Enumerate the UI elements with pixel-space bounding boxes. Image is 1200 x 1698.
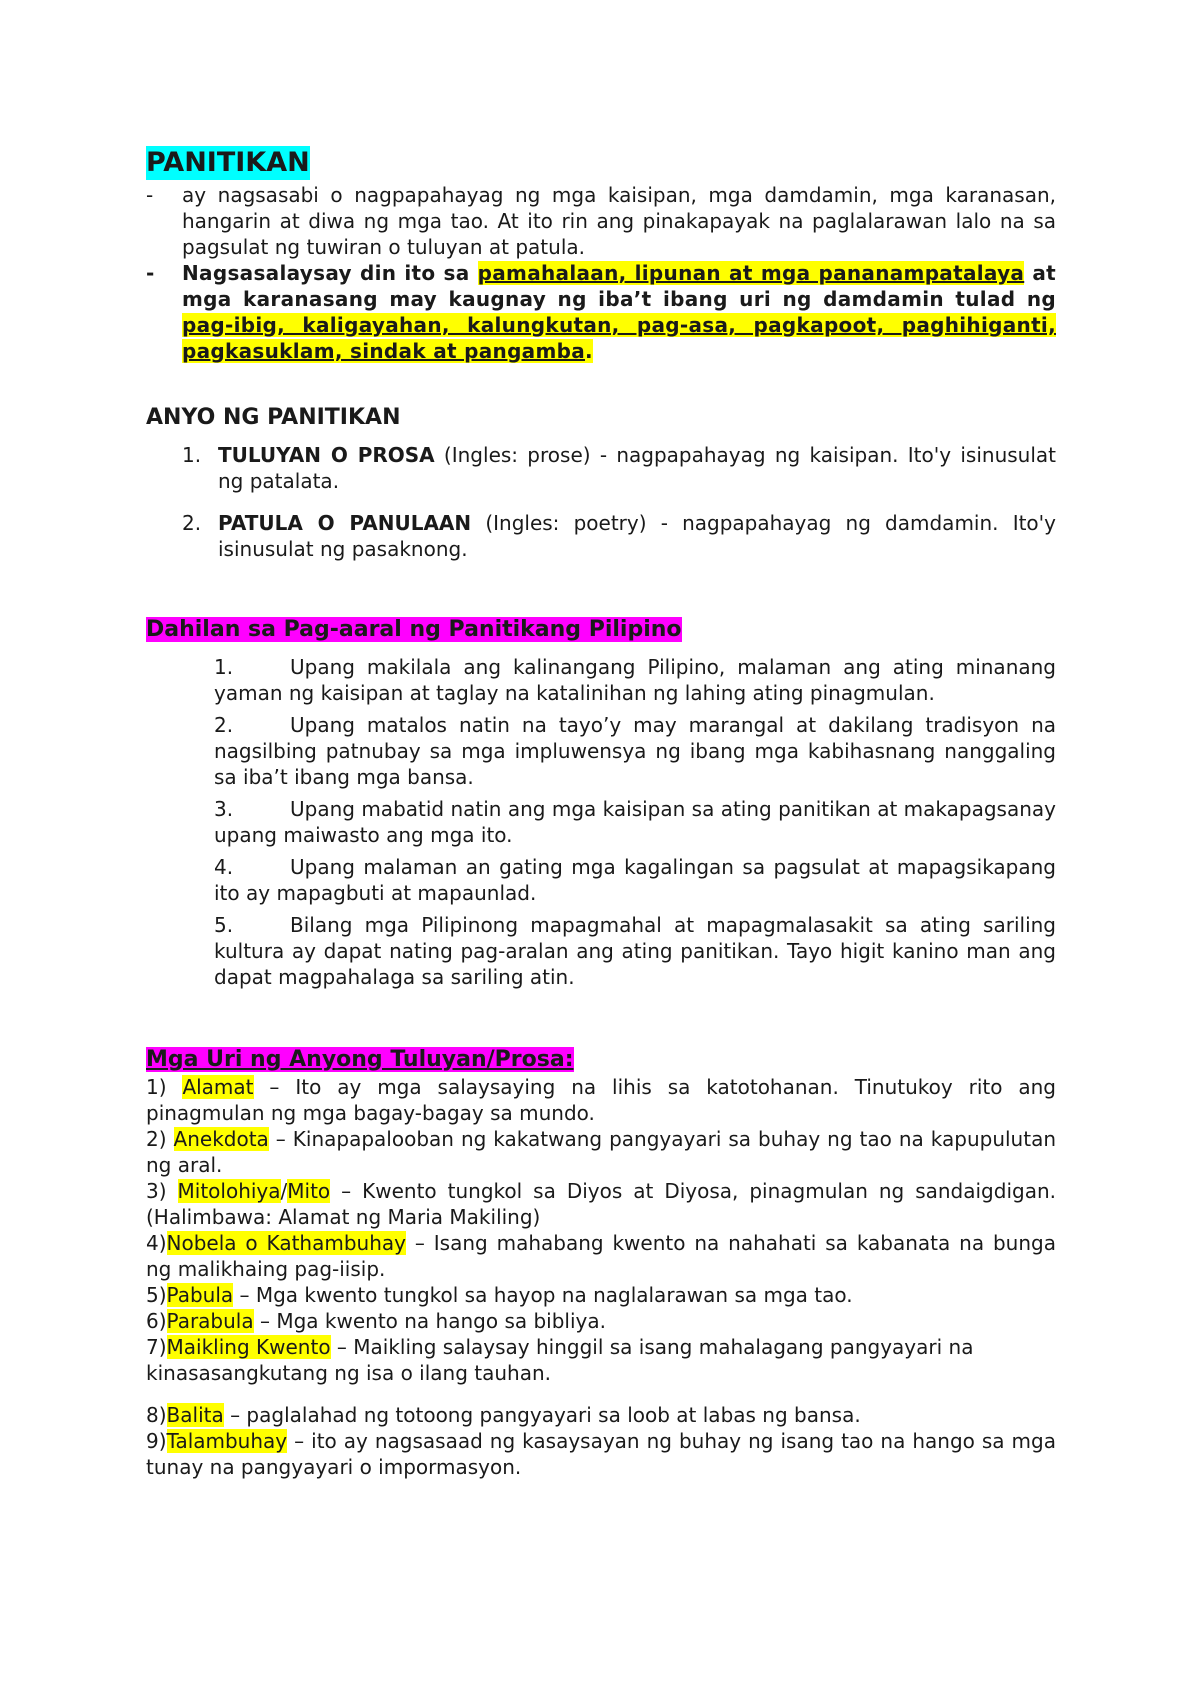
highlight-emotions: pag-ibig, kaligayahan, kalungkutan, pag-asa, pagkapoot, paghihiganti, pagkasuklam, sindak at pangamba xyxy=(182,313,1056,363)
uri-item-5 xyxy=(146,1282,1056,1308)
type-separator: / xyxy=(280,1179,288,1203)
definition-item-2 xyxy=(146,260,1056,364)
list-number: 3. xyxy=(214,797,234,821)
item-prefix: 9) xyxy=(146,1429,167,1453)
item-prefix: 2) xyxy=(146,1127,174,1151)
type-text: – Mga kwento na hango sa bibliya. xyxy=(253,1309,606,1333)
item-prefix: 7) xyxy=(146,1335,167,1359)
reason-text: Upang makilala ang kalinangang Pilipino, malaman ang ating minanang yaman ng kaisipan at taglay na katalinihan ng lahing ating pinagmulan. xyxy=(214,655,1056,705)
type-term: Maikling Kwento xyxy=(166,1335,331,1359)
type-text: – Isang mahabang kwento na nahahati sa kabanata na bunga ng malikhaing pag-iisip. xyxy=(146,1231,1056,1281)
item-prefix: 6) xyxy=(146,1309,167,1333)
item-prefix: 5) xyxy=(146,1283,167,1307)
type-term: Alamat xyxy=(182,1075,254,1099)
type-term: Pabula xyxy=(166,1283,234,1307)
definition-period: . xyxy=(585,339,593,363)
section-heading-uri: Mga Uri ng Anyong Tuluyan/Prosa: xyxy=(146,1047,574,1072)
reason-text: Bilang mga Pilipinong mapagmahal at mapagmalasakit sa ating sariling kultura ay dapat nating pag-aralan ang ating panitikan. Tayo higit kanino man ang dapat magpahalaga sa sariling atin. xyxy=(214,913,1056,989)
reason-item-4 xyxy=(214,854,1056,906)
type-term: Anekdota xyxy=(173,1127,269,1151)
type-term: Nobela o Kathambuhay xyxy=(166,1231,406,1255)
highlight-institutions: pamahalaan, lipunan at mga pananampatalaya xyxy=(477,261,1025,285)
type-text: – Ito ay mga salaysaying na lihis sa katotohanan. Tinutukoy rito ang pinagmulan ng mga bagay-bagay sa mundo. xyxy=(146,1075,1056,1125)
section-heading-anyo: ANYO NG PANITIKAN xyxy=(146,405,401,430)
type-text: – ito ay nagsasaad ng kasaysayan ng buhay ng isang tao na hango sa mga tunay na pangyayari o impormasyon. xyxy=(146,1429,1056,1479)
reason-item-2 xyxy=(214,712,1056,790)
anyo-item-1 xyxy=(146,442,1056,494)
list-number: 4. xyxy=(214,855,234,879)
type-term: Balita xyxy=(166,1403,224,1427)
page-title: PANITIKAN xyxy=(146,147,310,178)
list-number: 2. xyxy=(182,511,202,535)
anyo-term: TULUYAN O PROSA xyxy=(218,443,435,467)
uri-item-7 xyxy=(146,1334,1056,1386)
item-prefix: 8) xyxy=(146,1403,167,1427)
list-number: 2. xyxy=(214,713,234,737)
uri-item-4 xyxy=(146,1230,1056,1282)
uri-item-8 xyxy=(146,1402,1056,1428)
type-text: – Mga kwento tungkol sa hayop na naglalarawan sa mga tao. xyxy=(233,1283,853,1307)
list-number: 5. xyxy=(214,913,234,937)
reason-text: Upang malaman an gating mga kagalingan sa pagsulat at mapagsikapang ito ay mapagbuti at mapaunlad. xyxy=(214,855,1056,905)
definition-text-a: Nagsasalaysay din ito sa xyxy=(182,261,478,285)
anyo-item-2 xyxy=(146,510,1056,562)
section-heading-dahilan: Dahilan sa Pag-aaral ng Panitikang Pilipino xyxy=(146,617,682,642)
definition-text-c: at mga karanasang may kaugnay ng iba’t ibang uri ng damdamin tulad ng xyxy=(182,261,1056,311)
type-term: Parabula xyxy=(166,1309,254,1333)
anyo-desc: (Ingles: prose) - nagpapahayag ng kaisipan. Ito'y isinusulat ng patalata. xyxy=(218,443,1056,493)
reason-item-3 xyxy=(214,796,1056,848)
type-term: Talambuhay xyxy=(166,1429,288,1453)
uri-item-3 xyxy=(146,1178,1056,1230)
reason-text: Upang matalos natin na tayo’y may marangal at dakilang tradisyon na nagsilbing patnubay sa mga impluwensya ng ibang mga kabihasnang nanggaling sa iba’t ibang mga bansa. xyxy=(214,713,1056,789)
list-number: 1. xyxy=(182,443,202,467)
bullet-dash: - xyxy=(146,261,155,285)
reason-text: Upang mabatid natin ang mga kaisipan sa ating panitikan at makapagsanay upang maiwasto ang mga ito. xyxy=(214,797,1056,847)
uri-item-6 xyxy=(146,1308,1056,1334)
anyo-desc: (Ingles: poetry) - nagpapahayag ng damdamin. Ito'y isinusulat ng pasaknong. xyxy=(218,511,1057,561)
reason-item-1 xyxy=(214,654,1056,706)
reason-item-5 xyxy=(214,912,1056,990)
type-text: – Maikling salaysay hinggil sa isang mahalagang pangyayari na kinasasangkutang ng isa o ilang tauhan. xyxy=(146,1335,974,1385)
uri-item-1 xyxy=(146,1074,1056,1126)
item-prefix: 3) xyxy=(146,1179,178,1203)
type-term: Mitolohiya xyxy=(177,1179,281,1203)
uri-item-2 xyxy=(146,1126,1056,1178)
document-body xyxy=(146,146,1056,1480)
item-prefix: 4) xyxy=(146,1231,167,1255)
type-text: – Kinapapalooban ng kakatwang pangyayari sa buhay ng tao na kapupulutan ng aral. xyxy=(146,1127,1057,1177)
type-text: – Kwento tungkol sa Diyos at Diyosa, pinagmulan ng sandaigdigan. (Halimbawa: Alamat ng Maria Makiling) xyxy=(146,1179,1056,1229)
list-number: 1. xyxy=(214,655,234,679)
type-term-2: Mito xyxy=(287,1179,331,1203)
anyo-term: PATULA O PANULAAN xyxy=(218,511,472,535)
definition-item-1 xyxy=(146,182,1056,260)
bullet-dash: - xyxy=(146,183,154,207)
uri-item-9 xyxy=(146,1428,1056,1480)
definition-text: ay nagsasabi o nagpapahayag ng mga kaisipan, mga damdamin, mga karanasan, hangarin at diwa ng mga tao. At ito rin ang pinakapayak na paglalarawan lalo na sa pagsulat ng tuwiran o tuluyan at patula. xyxy=(182,183,1056,259)
item-prefix: 1) xyxy=(146,1075,183,1099)
type-text: – paglalahad ng totoong pangyayari sa loob at labas ng bansa. xyxy=(223,1403,861,1427)
